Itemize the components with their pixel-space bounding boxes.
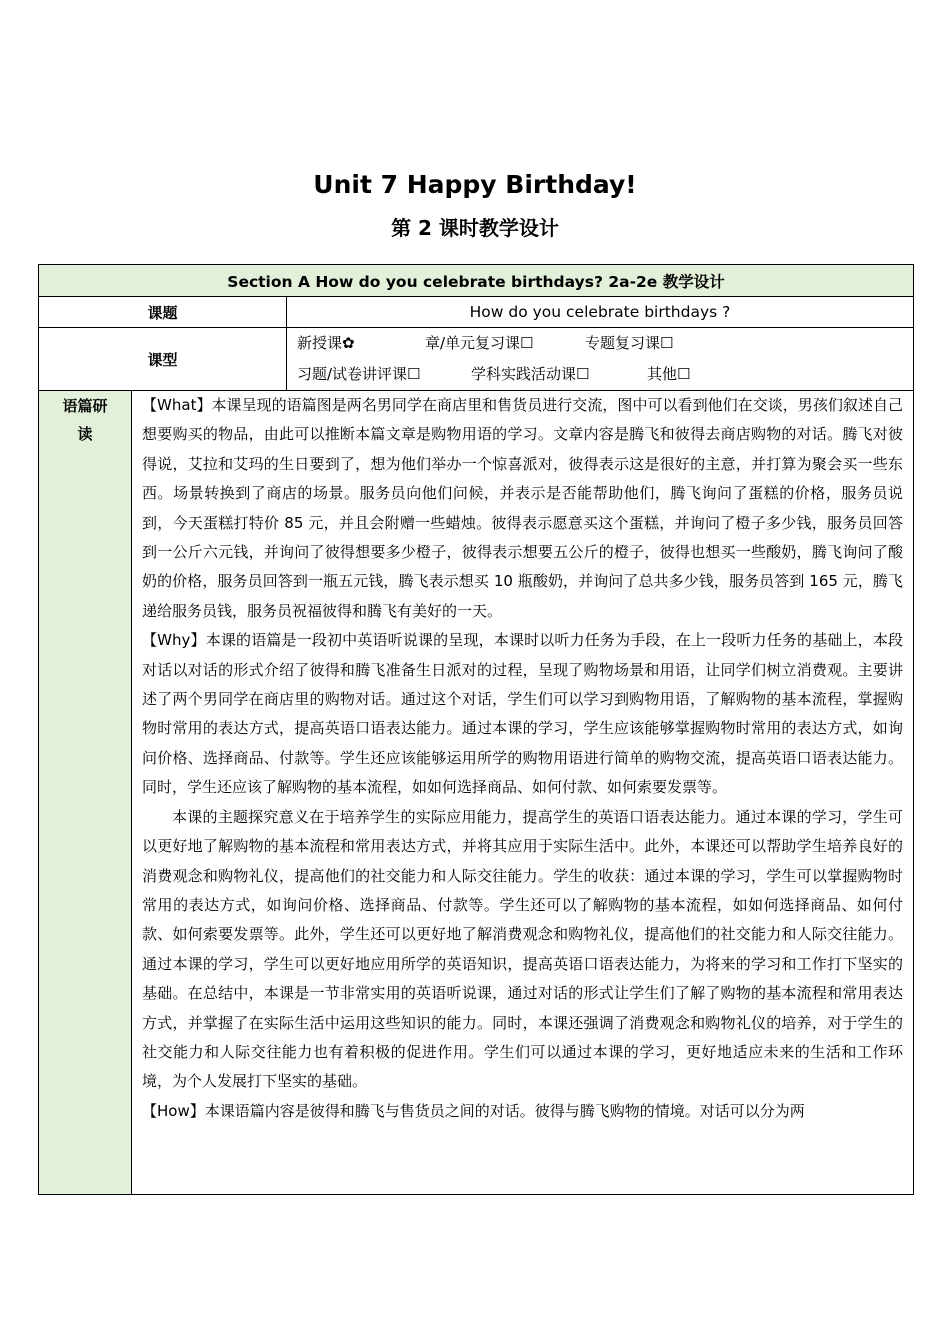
option-topic-review[interactable]: 专题复习课☐ (585, 334, 674, 352)
topic-label: 课题 (39, 297, 287, 328)
paragraph-significance: 本课的主题探究意义在于培养学生的实际应用能力，提高学生的英语口语表达能力。通过本课的学习，学生可以更好地了解购物的基本流程和常用表达方式，并将其应用于实际生活中。此外，本课还可以帮助学生培养良好的消费观念和购物礼仪，提高他们的社交能力和人际交往能力。学生的收获：通过本课的学习，学生可以掌握购物时常用的表达方式，如询问价格、选择商品、付款等。学生还可以了解购物的基本流程，如如何选择商品、如何付款、如何索要发票等。此外，学生还可以更好地了解消费观念和购物礼仪，提高他们的社交能力和人际交往能力。通过本课的学习，学生可以更好地应用所学的英语知识，提高英语口语表达能力，为将来的学习和工作打下坚实的基础。在总结中，本课是一节非常实用的英语听说课，通过对话的形式让学生们了解了购物的基本流程和常用表达方式，并掌握了在实际生活中运用这些知识的能力。同时，本课还强调了消费观念和购物礼仪的培养，对于学生的社交能力和人际交往能力也有着积极的促进作用。学生们可以通过本课的学习，更好地适应未来的生活和工作环境，为个人发展打下坚实的基础。 (142, 807, 904, 1091)
lesson-type-row-1 (297, 328, 913, 359)
lesson-type-options (287, 328, 914, 391)
option-unit-review[interactable]: 章/单元复习课☐ (425, 334, 534, 352)
reading-label: 语篇研读 (39, 391, 132, 1195)
reading-content (132, 391, 914, 1195)
lesson-type-label: 课型 (39, 328, 287, 391)
topic-value: How do you celebrate birthdays ? (287, 297, 914, 328)
option-practice-activity[interactable]: 学科实践活动课☐ (471, 365, 590, 383)
document-title: Unit 7 Happy Birthday! (313, 170, 637, 199)
option-other[interactable]: 其他☐ (647, 365, 691, 383)
lesson-type-row-2 (297, 359, 913, 390)
lesson-plan-table (38, 264, 914, 1195)
paragraph-why: 【Why】本课的语篇是一段初中英语听说课的呈现，本课时以听力任务为手段，在上一段听力任务的基础上，本段对话以对话的形式介绍了彼得和腾飞准备生日派对的过程，呈现了购物场景和用语，让同学们树立消费观。主要讲述了两个男同学在商店里的购物对话。通过这个对话，学生们可以学习到购物用语，了解购物的基本流程，掌握购物时常用的表达方式，提高英语口语表达能力。通过本课的学习，学生应该能够掌握购物时常用的表达方式，如询问价格、选择商品、付款等。学生还应该能够运用所学的购物用语进行简单的购物交流，提高英语口语表达能力。同时，学生还应该了解购物的基本流程，如如何选择商品、如何付款、如何索要发票等。 (142, 631, 904, 797)
paragraph-how: 【How】本课语篇内容是彼得和腾飞与售货员之间的对话。彼得与腾飞购物的情境。对话可以分为两 (142, 1101, 805, 1120)
section-heading: Section A How do you celebrate birthdays? 2a-2e 教学设计 (39, 265, 914, 297)
paragraph-what: 【What】本课呈现的语篇图是两名男同学在商店里和售货员进行交流，图中可以看到他们在交谈，男孩们叙述自己想要购买的物品，由此可以推断本篇文章是购物用语的学习。文章内容是腾飞和彼得去商店购物的对话。腾飞对彼得说，艾拉和艾玛的生日要到了，想为他们举办一个惊喜派对，彼得表示这是很好的主意，并打算为聚会买一些东西。场景转换到了商店的场景。服务员向他们问候，并表示是否能帮助他们，腾飞询问了蛋糕的价格，服务员说到，今天蛋糕打特价 85 元，并且会附赠一些蜡烛。彼得表示愿意买这个蛋糕，并询问了橙子多少钱，服务员回答到一公斤六元钱，并询问了彼得想要多少橙子，彼得表示想要五公斤的橙子，彼得也想买一些酸奶，腾飞询问了酸奶的价格，服务员回答到一瓶五元钱，腾飞表示想买 10 瓶酸奶，并询问了总共多少钱，服务员答到 165 元，腾飞递给服务员钱，服务员祝福彼得和腾飞有美好的一天。 (142, 396, 904, 620)
option-new-lesson[interactable]: 新授课✿ (297, 334, 355, 352)
document-subtitle: 第 2 课时教学设计 (391, 216, 559, 240)
option-exercise-review[interactable]: 习题/试卷讲评课☐ (297, 365, 421, 383)
